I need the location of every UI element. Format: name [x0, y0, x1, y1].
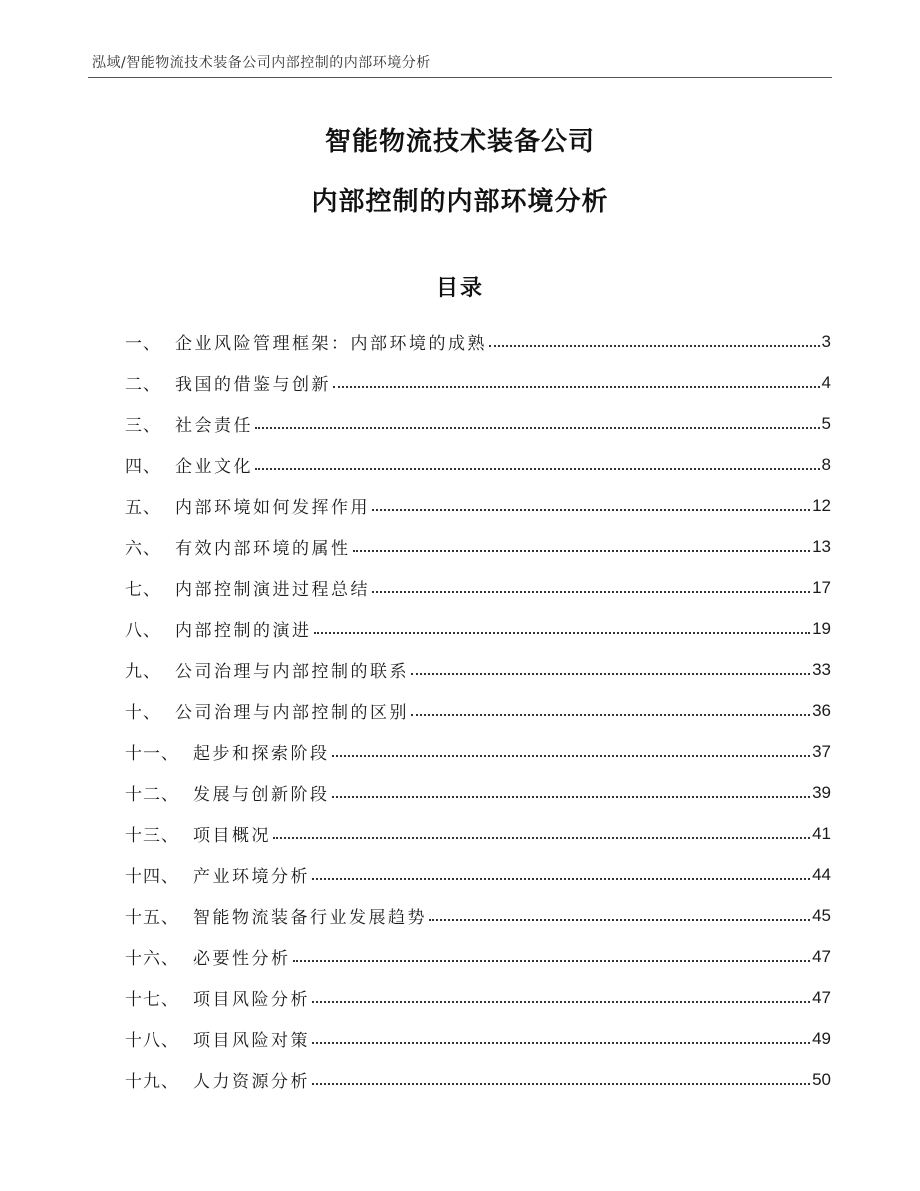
toc-entry[interactable]: [125, 485, 831, 526]
toc-entry-page: 8: [821, 454, 831, 474]
toc-entry-page: 39: [812, 782, 831, 802]
toc-entry-page: 17: [812, 577, 831, 597]
toc-entry-title: 内部控制的演进: [175, 621, 312, 641]
toc-dot-leader: [353, 550, 811, 552]
toc-entry[interactable]: [125, 403, 831, 444]
toc-entry-title: 起步和探索阶段: [193, 744, 330, 764]
table-of-contents: [125, 321, 831, 1100]
toc-entry-title: 企业风险管理框架：内部环境的成熟: [175, 334, 487, 354]
toc-entry-number: 十七、: [125, 990, 179, 1010]
toc-entry-title: 社会责任: [175, 416, 253, 436]
toc-dot-leader: [255, 468, 820, 470]
toc-entry[interactable]: [125, 731, 831, 772]
toc-entry-page: 47: [812, 946, 831, 966]
document-title-line2: 内部控制的内部环境分析: [311, 187, 609, 217]
toc-entry-number: 九、: [125, 662, 161, 682]
document-title-line1: 智能物流技术装备公司: [324, 127, 595, 157]
toc-entry[interactable]: [125, 772, 831, 813]
toc-dot-leader: [332, 796, 811, 798]
toc-entry[interactable]: [125, 567, 831, 608]
toc-entry-title: 公司治理与内部控制的联系: [175, 662, 409, 682]
toc-dot-leader: [312, 1042, 810, 1044]
toc-entry-title: 有效内部环境的属性: [175, 539, 351, 559]
toc-entry[interactable]: [125, 608, 831, 649]
toc-dot-leader: [312, 1083, 810, 1085]
toc-dot-leader: [372, 509, 810, 511]
toc-entry-page: 33: [812, 659, 831, 679]
toc-dot-leader: [273, 837, 810, 839]
toc-entry[interactable]: [125, 936, 831, 977]
toc-dot-leader: [332, 755, 811, 757]
toc-entry[interactable]: [125, 977, 831, 1018]
toc-entry[interactable]: [125, 895, 831, 936]
toc-entry-number: 二、: [125, 375, 161, 395]
toc-entry-page: 3: [821, 331, 831, 351]
toc-entry-page: 44: [812, 864, 831, 884]
toc-entry[interactable]: [125, 854, 831, 895]
toc-entry[interactable]: [125, 321, 831, 362]
toc-entry-number: 十五、: [125, 908, 179, 928]
toc-dot-leader: [312, 878, 810, 880]
toc-entry-number: 四、: [125, 457, 161, 477]
toc-entry-page: 19: [812, 618, 831, 638]
toc-entry-page: 12: [812, 495, 831, 515]
toc-entry-page: 13: [812, 536, 831, 556]
toc-entry-number: 十八、: [125, 1031, 179, 1051]
toc-entry-number: 十九、: [125, 1072, 179, 1092]
toc-entry[interactable]: [125, 444, 831, 485]
toc-entry-page: 50: [812, 1069, 831, 1089]
toc-entry-page: 49: [812, 1028, 831, 1048]
toc-entry[interactable]: [125, 1059, 831, 1100]
toc-dot-leader: [429, 919, 810, 921]
toc-entry[interactable]: [125, 1018, 831, 1059]
toc-heading: 目录: [435, 276, 484, 301]
toc-entry-number: 十四、: [125, 867, 179, 887]
header-divider: [88, 77, 832, 78]
toc-entry-number: 十、: [125, 703, 161, 723]
toc-entry-number: 七、: [125, 580, 161, 600]
toc-entry[interactable]: [125, 362, 831, 403]
toc-entry-page: 47: [812, 987, 831, 1007]
toc-entry[interactable]: [125, 649, 831, 690]
toc-dot-leader: [411, 673, 810, 675]
toc-dot-leader: [255, 427, 820, 429]
toc-entry-number: 十二、: [125, 785, 179, 805]
toc-entry-title: 我国的借鉴与创新: [175, 375, 331, 395]
toc-entry[interactable]: [125, 813, 831, 854]
toc-dot-leader: [312, 1001, 810, 1003]
toc-entry-title: 项目风险分析: [193, 990, 310, 1010]
toc-entry-number: 十三、: [125, 826, 179, 846]
toc-entry-title: 内部环境如何发挥作用: [175, 498, 370, 518]
toc-dot-leader: [372, 591, 810, 593]
toc-dot-leader: [314, 632, 811, 634]
toc-entry-title: 必要性分析: [193, 949, 291, 969]
toc-entry-title: 项目概况: [193, 826, 271, 846]
toc-dot-leader: [411, 714, 810, 716]
toc-entry-title: 项目风险对策: [193, 1031, 310, 1051]
toc-dot-leader: [489, 345, 820, 347]
toc-entry[interactable]: [125, 690, 831, 731]
running-header: 泓域/智能物流技术装备公司内部控制的内部环境分析: [92, 55, 431, 71]
toc-entry-title: 公司治理与内部控制的区别: [175, 703, 409, 723]
toc-entry-number: 六、: [125, 539, 161, 559]
toc-dot-leader: [333, 386, 820, 388]
toc-entry-number: 五、: [125, 498, 161, 518]
toc-entry-page: 36: [812, 700, 831, 720]
toc-entry-page: 37: [812, 741, 831, 761]
toc-entry-page: 5: [821, 413, 831, 433]
toc-entry-page: 41: [812, 823, 831, 843]
toc-entry-title: 内部控制演进过程总结: [175, 580, 370, 600]
toc-entry-number: 八、: [125, 621, 161, 641]
toc-entry-title: 产业环境分析: [193, 867, 310, 887]
toc-entry-number: 十六、: [125, 949, 179, 969]
toc-entry-title: 发展与创新阶段: [193, 785, 330, 805]
toc-dot-leader: [293, 960, 811, 962]
toc-entry-title: 企业文化: [175, 457, 253, 477]
toc-entry-number: 三、: [125, 416, 161, 436]
toc-entry-number: 十一、: [125, 744, 179, 764]
toc-entry-number: 一、: [125, 334, 161, 354]
toc-entry[interactable]: [125, 526, 831, 567]
toc-entry-page: 45: [812, 905, 831, 925]
toc-entry-title: 智能物流装备行业发展趋势: [193, 908, 427, 928]
toc-entry-title: 人力资源分析: [193, 1072, 310, 1092]
toc-entry-page: 4: [821, 372, 831, 392]
